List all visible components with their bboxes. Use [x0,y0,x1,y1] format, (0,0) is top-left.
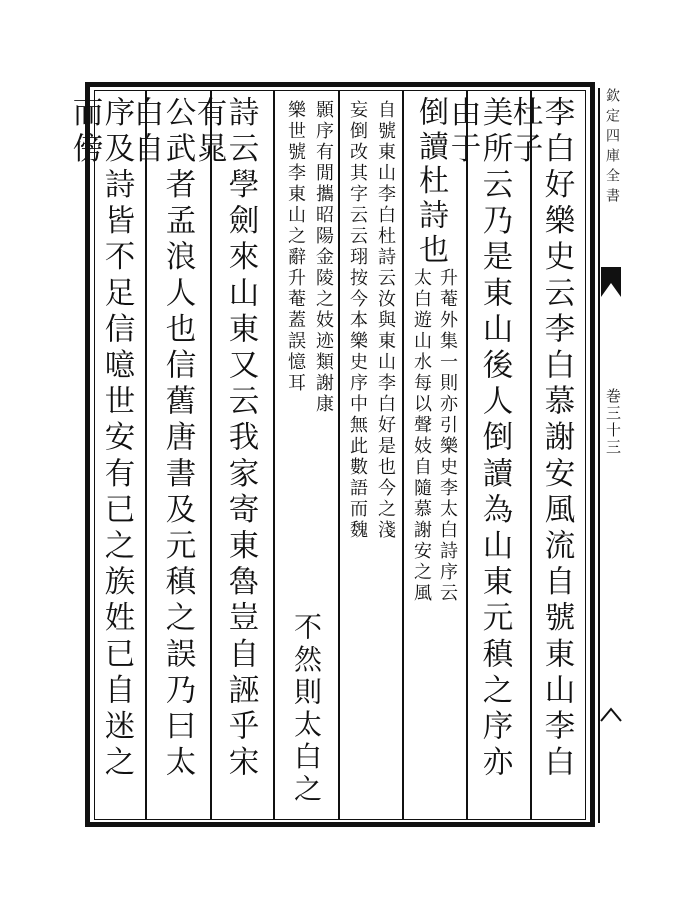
margin-juan-label: 巻三十三 [604,388,622,456]
annotation-column-5b: 樂世號李東山之辭升菴蓋誤憶耳 [285,100,306,394]
column-rule [338,90,340,820]
text-column-7: 公武者孟浪人也信舊唐書及元稹之誤乃曰太白自 [128,96,195,782]
margin-book-title: 欽定四庫全書 [604,88,620,208]
column-rule [210,90,212,820]
column-rule [402,90,404,820]
fishtail-mark-lower-icon [600,705,622,723]
column-rule [145,90,147,820]
annotation-column-3a: 升菴外集一則亦引樂史李太白詩序云 [437,268,458,604]
fishtail-mark-icon [600,265,622,299]
text-column-8: 序及詩皆不足信噫世安有已之族姓已自迷之而傍 [67,96,134,782]
text-column-6: 詩云學劍來山東又云我家寄東魯豈自誣乎宋有晁 [191,96,258,782]
column-rule [530,90,532,820]
annotation-column-5a: 顥序有閒攜昭陽金陵之妓迹類謝康 [313,100,334,415]
text-column-2: 美所云乃是東山後人倒讀為山東元稹之序亦由于 [445,96,512,782]
annotation-column-4b: 妄倒改其字云云珝按今本樂史序中無此數語而魏 [347,100,368,541]
column-rule [466,90,468,820]
text-column-1: 李白好樂史云李白慕謝安風流自號東山李白杜子 [507,96,574,782]
column-rule [273,90,275,820]
annotation-column-3b: 太白遊山水每以聲妓自隨慕謝安之風 [411,268,432,604]
annotation-column-4a: 自號東山李白杜詩云汝與東山李白好是也今之淺 [375,100,396,541]
text-column-5-main: 不然則太白之 [290,612,323,807]
text-column-3-main: 倒讀杜詩也 [413,96,448,268]
